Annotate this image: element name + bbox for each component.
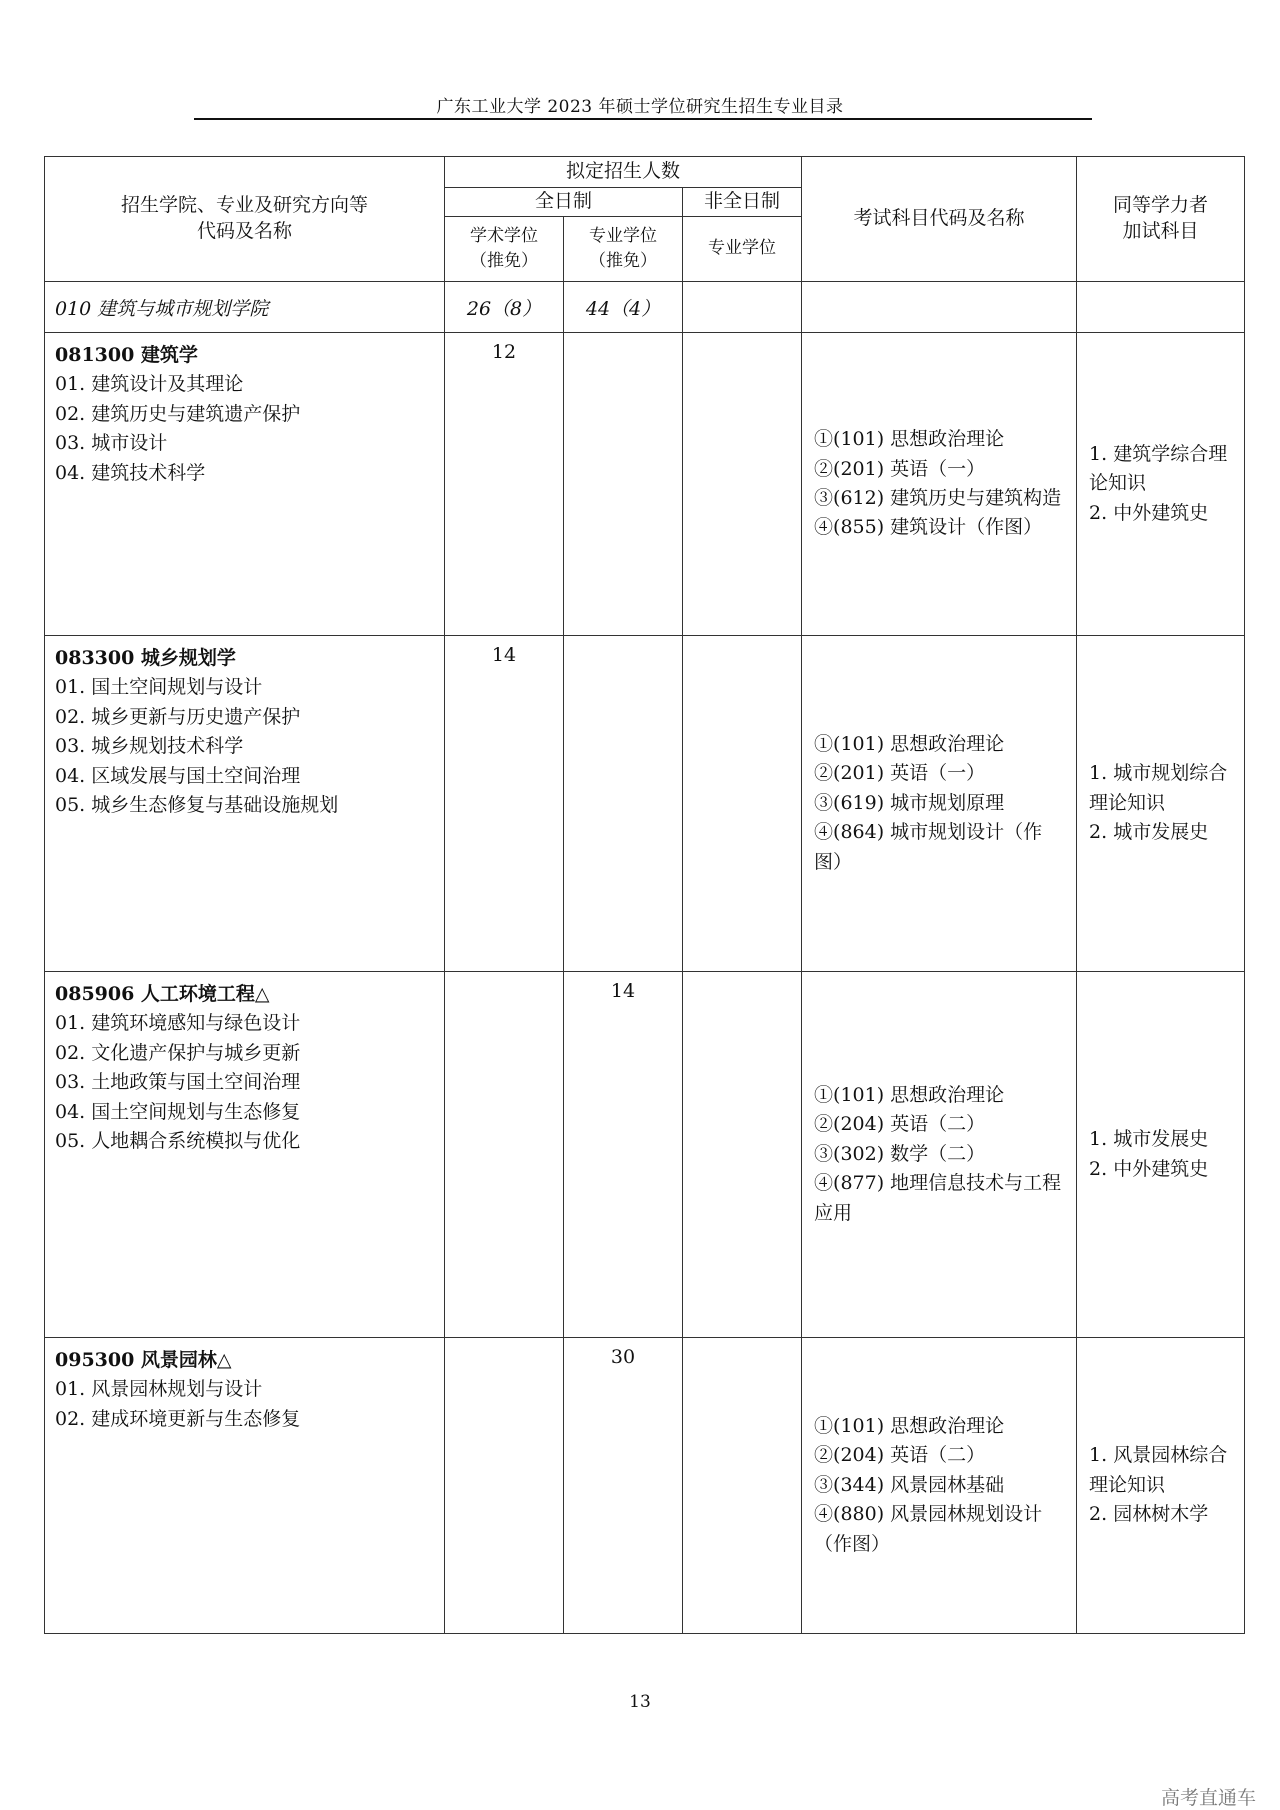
research-direction: 04. 区域发展与国土空间治理 xyxy=(55,764,301,787)
research-direction: 05. 人地耦合系统模拟与优化 xyxy=(55,1130,301,1153)
exam-subject: ②(204) 英语（二） xyxy=(814,1113,986,1136)
college-parttime-count xyxy=(683,282,802,333)
exam-subject: ③(302) 数学（二） xyxy=(814,1142,986,1165)
research-direction: 02. 文化遗产保护与城乡更新 xyxy=(55,1041,301,1064)
header-fulltime: 全日制 xyxy=(445,188,683,217)
exam-subjects xyxy=(802,972,1077,1338)
major-row xyxy=(45,333,1245,636)
research-direction: 02. 建筑历史与建筑遗产保护 xyxy=(55,402,301,425)
research-direction: 03. 城市设计 xyxy=(55,432,168,455)
exam-subject: ②(201) 英语（一） xyxy=(814,457,986,480)
major-info xyxy=(45,636,445,972)
watermark: 高考直通车 xyxy=(1160,1787,1256,1809)
major-info xyxy=(45,972,445,1338)
exam-subject: ②(201) 英语（一） xyxy=(814,762,986,785)
parttime-count xyxy=(683,1338,802,1634)
page-number: 13 xyxy=(629,1692,651,1712)
exam-subject: ②(204) 英语（二） xyxy=(814,1444,986,1467)
major-title: 083300 城乡规划学 xyxy=(55,647,236,669)
academic-count: 14 xyxy=(445,636,564,972)
research-direction: 04. 国土空间规划与生态修复 xyxy=(55,1100,301,1123)
major-title: 095300 风景园林△ xyxy=(55,1349,232,1371)
professional-count xyxy=(564,636,683,972)
header-exam-subjects: 考试科目代码及名称 xyxy=(802,157,1077,282)
college-professional-count: 44（4） xyxy=(564,282,683,333)
exam-subject: ③(612) 建筑历史与建筑构造 xyxy=(814,487,1062,509)
research-direction: 01. 风景园林规划与设计 xyxy=(55,1378,263,1401)
major-title: 081300 建筑学 xyxy=(55,344,198,366)
header-professional-degree-ft: 专业学位 （推免） xyxy=(564,217,683,282)
major-info xyxy=(45,333,445,636)
extra-subject: 1. 城市发展史 xyxy=(1089,1128,1209,1151)
header-rule xyxy=(194,118,1092,120)
extra-subject: 2. 园林树木学 xyxy=(1089,1503,1209,1526)
research-direction: 02. 建成环境更新与生态修复 xyxy=(55,1407,301,1430)
extra-subjects xyxy=(1077,1338,1245,1634)
header-planned-enrollment: 拟定招生人数 xyxy=(445,157,802,188)
exam-subject: ④(855) 建筑设计（作图） xyxy=(814,516,1043,539)
header-major-col: 招生学院、专业及研究方向等 代码及名称 xyxy=(45,157,445,282)
college-row xyxy=(45,282,1245,333)
exam-subject: ④(877) 地理信息技术与工程应用 xyxy=(814,1172,1062,1224)
parttime-count xyxy=(683,972,802,1338)
extra-subject: 2. 中外建筑史 xyxy=(1089,1157,1209,1180)
header-extra-subjects: 同等学力者 加试科目 xyxy=(1077,157,1245,282)
research-direction: 01. 建筑设计及其理论 xyxy=(55,373,244,396)
exam-subject: ④(864) 城市规划设计（作图） xyxy=(814,821,1043,873)
academic-count: 12 xyxy=(445,333,564,636)
header-professional-degree-pt: 专业学位 xyxy=(683,217,802,282)
exam-subjects xyxy=(802,333,1077,636)
research-direction: 01. 建筑环境感知与绿色设计 xyxy=(55,1012,301,1035)
academic-count xyxy=(445,972,564,1338)
professional-count: 14 xyxy=(564,972,683,1338)
extra-subject: 1. 城市规划综合理论知识 xyxy=(1089,762,1228,814)
admission-catalog-table xyxy=(44,156,1245,1634)
extra-subjects xyxy=(1077,972,1245,1338)
extra-subject: 2. 中外建筑史 xyxy=(1089,501,1209,524)
header-academic-degree: 学术学位 （推免） xyxy=(445,217,564,282)
page-header: 广东工业大学 2023 年硕士学位研究生招生专业目录 xyxy=(436,97,844,117)
exam-subjects xyxy=(802,1338,1077,1634)
research-direction: 05. 城乡生态修复与基础设施规划 xyxy=(55,794,339,817)
extra-subject: 1. 建筑学综合理论知识 xyxy=(1089,442,1228,495)
professional-count: 30 xyxy=(564,1338,683,1634)
major-info xyxy=(45,1338,445,1634)
professional-count xyxy=(564,333,683,636)
research-direction: 03. 土地政策与国土空间治理 xyxy=(55,1071,301,1094)
extra-subject: 2. 城市发展史 xyxy=(1089,821,1209,844)
research-direction: 01. 国土空间规划与设计 xyxy=(55,676,263,699)
exam-subject: ④(880) 风景园林规划设计（作图） xyxy=(814,1503,1043,1555)
major-title: 085906 人工环境工程△ xyxy=(55,983,270,1005)
exam-subject: ①(101) 思想政治理论 xyxy=(814,732,1005,755)
major-row xyxy=(45,972,1245,1338)
major-row xyxy=(45,636,1245,972)
research-direction: 02. 城乡更新与历史遗产保护 xyxy=(55,705,301,728)
exam-subject: ①(101) 思想政治理论 xyxy=(814,1414,1005,1437)
major-row xyxy=(45,1338,1245,1634)
research-direction: 04. 建筑技术科学 xyxy=(55,461,206,484)
college-name: 010 建筑与城市规划学院 xyxy=(45,282,445,333)
exam-subject: ①(101) 思想政治理论 xyxy=(814,1083,1005,1106)
academic-count xyxy=(445,1338,564,1634)
exam-subject: ③(619) 城市规划原理 xyxy=(814,791,1005,814)
exam-subject: ①(101) 思想政治理论 xyxy=(814,428,1005,451)
parttime-count xyxy=(683,636,802,972)
parttime-count xyxy=(683,333,802,636)
college-exams xyxy=(802,282,1077,333)
college-academic-count: 26（8） xyxy=(445,282,564,333)
exam-subjects xyxy=(802,636,1077,972)
header-parttime: 非全日制 xyxy=(683,188,802,217)
extra-subjects xyxy=(1077,636,1245,972)
exam-subject: ③(344) 风景园林基础 xyxy=(814,1473,1005,1496)
extra-subject: 1. 风景园林综合理论知识 xyxy=(1089,1444,1228,1496)
research-direction: 03. 城乡规划技术科学 xyxy=(55,735,244,758)
extra-subjects xyxy=(1077,333,1245,636)
college-extra xyxy=(1077,282,1245,333)
